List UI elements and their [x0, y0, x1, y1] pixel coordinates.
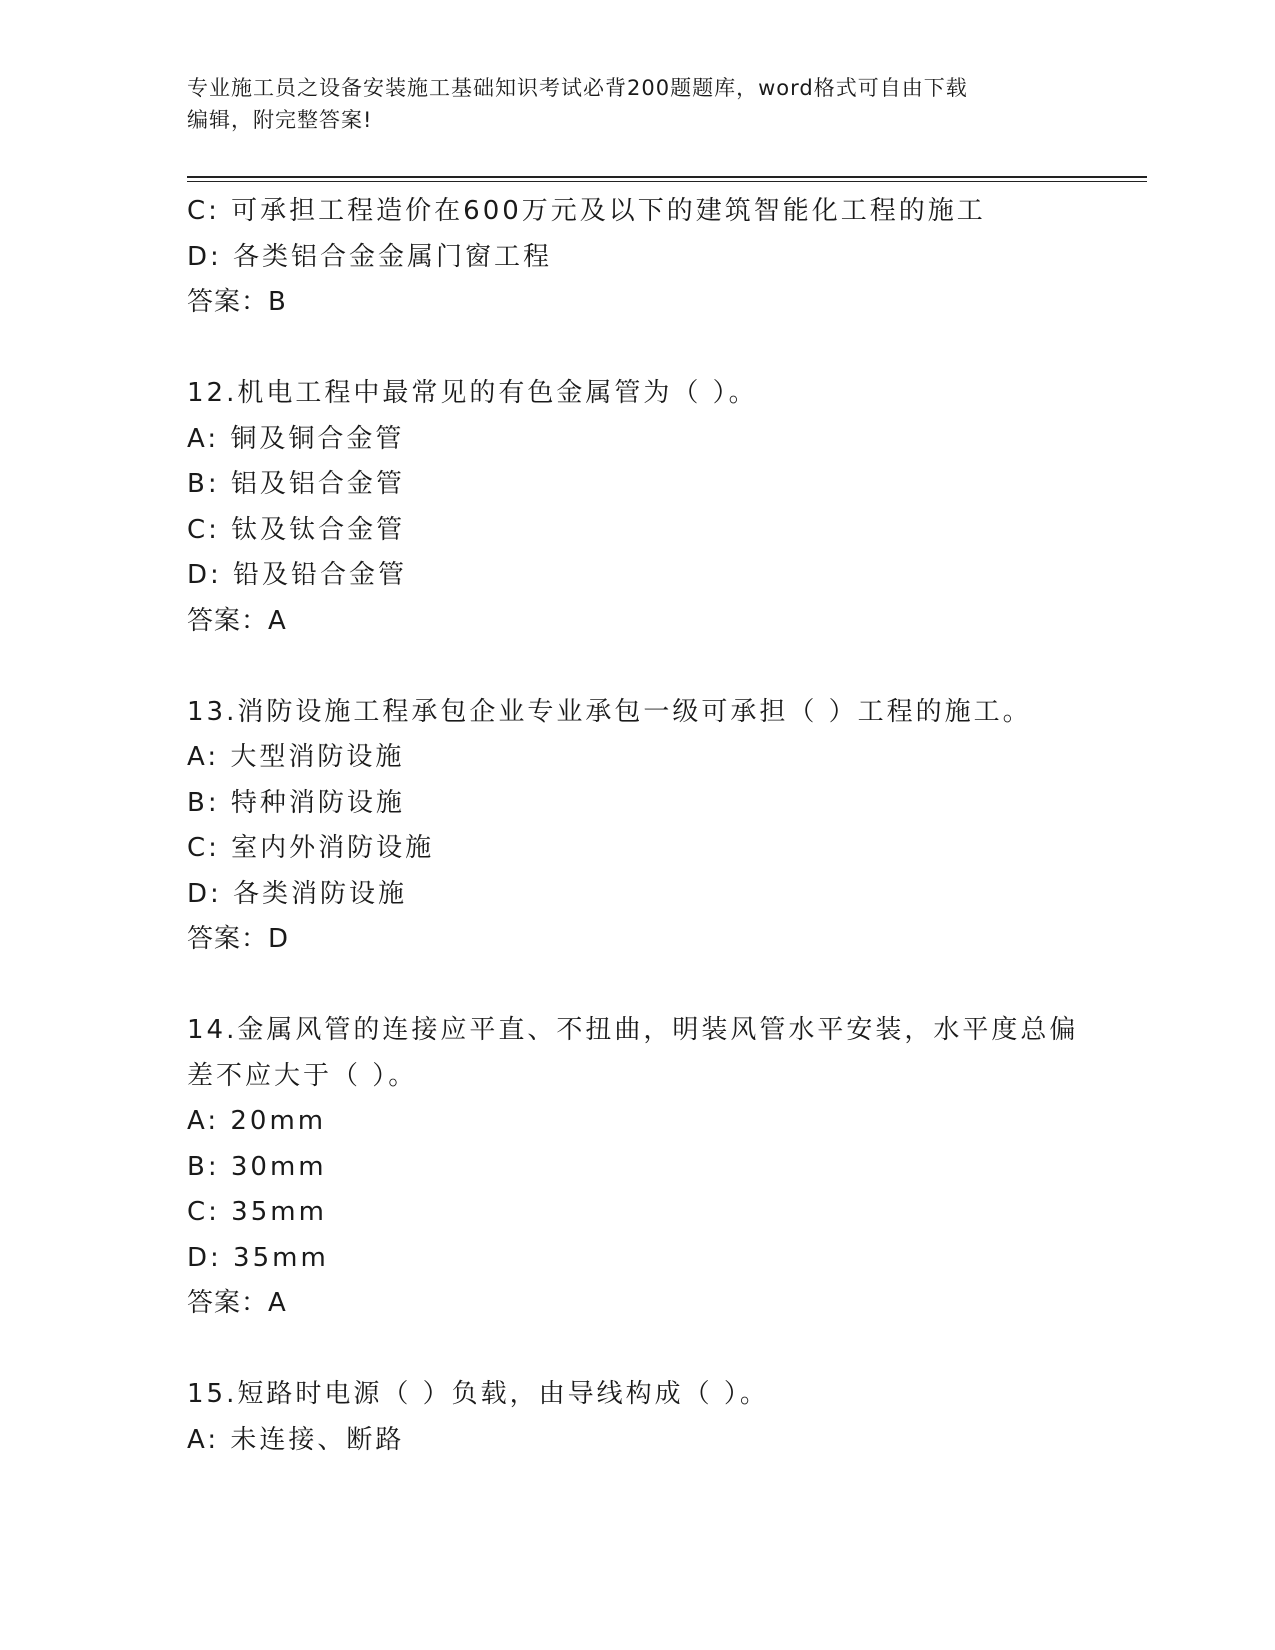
option-d: D: 各类消防设施 — [187, 878, 408, 909]
question-11 — [187, 189, 1087, 326]
option-d: D: 铅及铅合金管 — [187, 560, 408, 590]
option-a: A: 未连接、断路 — [187, 1424, 405, 1455]
answer-line: 答案：B — [187, 287, 287, 317]
option-a: A: 20mm — [187, 1106, 327, 1136]
answer-line: 答案：A — [187, 605, 287, 636]
answer-line: 答案：D — [187, 924, 290, 954]
question-13 — [187, 690, 1087, 963]
question-15 — [187, 1372, 1087, 1463]
option-c: C: 可承担工程造价在600万元及以下的建筑智能化工程的施工 — [187, 196, 986, 226]
question-14 — [187, 1008, 1087, 1327]
spacer — [187, 644, 1087, 690]
question-stem: 15.短路时电源（ ）负载，由导线构成（ ）。 — [187, 1379, 769, 1409]
option-c: C: 钛及钛合金管 — [187, 514, 406, 545]
header-divider-thick — [187, 176, 1147, 178]
option-b: B: 30mm — [187, 1151, 327, 1182]
spacer — [187, 326, 1087, 372]
option-b: B: 铝及铝合金管 — [187, 469, 405, 499]
document-header — [187, 72, 1067, 136]
answer-line: 答案：A — [187, 1288, 287, 1318]
spacer — [187, 963, 1087, 1009]
option-c: C: 35mm — [187, 1197, 327, 1227]
spacer — [187, 1327, 1087, 1373]
option-a: A: 铜及铜合金管 — [187, 423, 405, 454]
header-line-1: 专业施工员之设备安装施工基础知识考试必背200题题库，word格式可自由下载 — [187, 76, 968, 100]
option-b: B: 特种消防设施 — [187, 787, 405, 818]
option-c: C: 室内外消防设施 — [187, 833, 435, 863]
question-stem-line-1: 14.金属风管的连接应平直、不扭曲，明装风管水平安装，水平度总偏 — [187, 1015, 1079, 1045]
question-list — [187, 189, 1087, 1463]
header-divider-thin — [187, 181, 1147, 182]
question-stem: 12.机电工程中最常见的有色金属管为（ ）。 — [187, 378, 758, 408]
option-d: D: 各类铝合金金属门窗工程 — [187, 241, 553, 272]
question-stem-line-2: 差不应大于（ ）。 — [187, 1060, 418, 1091]
header-line-2: 编辑，附完整答案! — [187, 108, 373, 132]
question-stem: 13.消防设施工程承包企业专业承包一级可承担（ ）工程的施工。 — [187, 696, 1032, 727]
question-12 — [187, 371, 1087, 644]
option-d: D: 35mm — [187, 1242, 329, 1273]
option-a: A: 大型消防设施 — [187, 742, 405, 772]
